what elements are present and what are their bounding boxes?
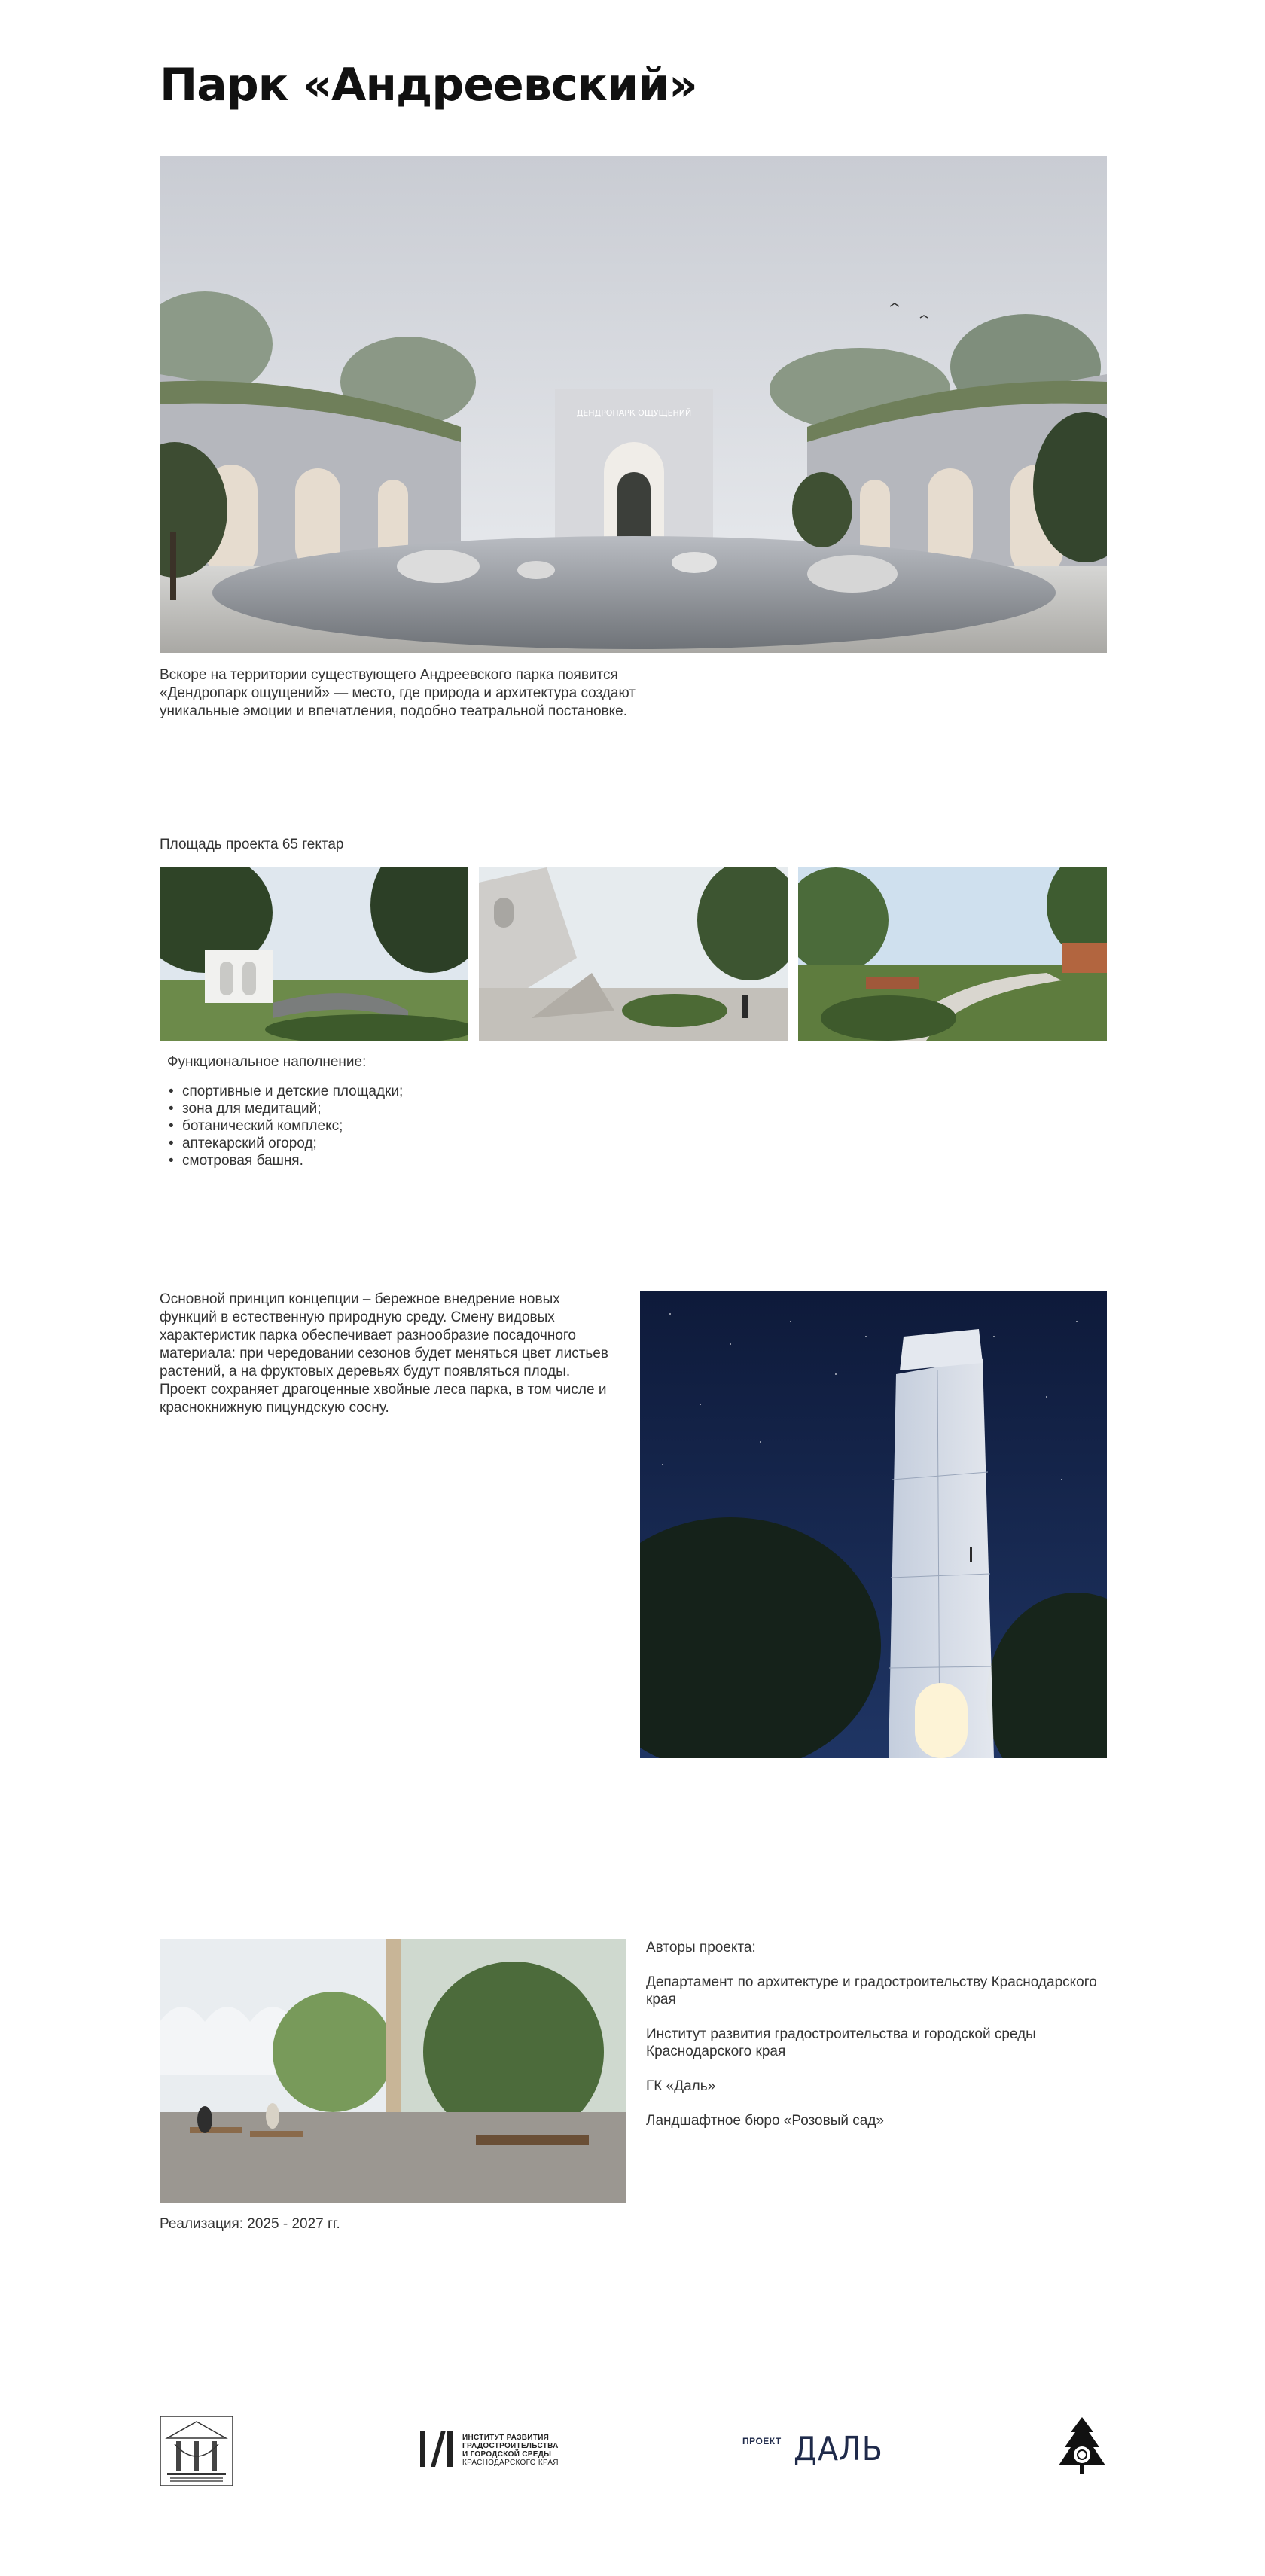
institute-line: ИНСТИТУТ РАЗВИТИЯ [462,2434,550,2442]
author-item: Департамент по архитектуре и градостроительству Краснодарского края [646,1974,1097,2007]
thumbnail-pavilion [160,867,468,1041]
list-item: • зона для медитаций; [167,1100,403,1117]
thumbnail-ruins [479,867,788,1041]
page-title: Парк «Андреевский» [160,59,697,111]
author-item: ГК «Даль» [646,2078,716,2094]
list-item: • ботанический комплекс; [167,1117,403,1135]
list-item: • аптекарский огород; [167,1135,403,1152]
concept-text: Основной принцип концепции – бережное внедрение новых функций в естественную природную среду. Смену видовых характеристик парка обеспечивает разнообразие посадочного материала: при чередовании сезонов будет меняться цвет листьев растений, а на фруктовых деревьях будут появляться плоды. Проект сохраняет драгоценные хвойные леса парка, в том числе и краснокнижную пицундскую сосну. [160,1291,608,1416]
functional-title: Функциональное наполнение: [167,1054,367,1070]
authors-title: Авторы проекта: [646,1940,756,1956]
project-area: Площадь проекта 65 гектар [160,837,344,852]
thumbnail-gallery [160,867,1107,1041]
dal-logo [742,2428,886,2466]
institute-line: ГРАДОСТРОИТЕЛЬСТВА [462,2442,559,2450]
author-item: Институт развития градостроительства и городской среды Краснодарского края [646,2026,1036,2059]
realization-dates: Реализация: 2025 - 2027 гг. [160,2216,340,2232]
hero-image [160,156,1107,653]
tower-image [640,1291,1107,1758]
hero-sign: ДЕНДРОПАРК ОЩУЩЕНИЙ [576,408,692,418]
author-item: Ландшафтное бюро «Розовый сад» [646,2113,884,2129]
intro-caption: Вскоре на территории существующего Андреевского парка появится «Дендропарк ощущений» — место, где природа и архитектура создают уникальные эмоции и впечатления, подобно театральной постановке. [160,667,636,719]
authors-block [646,1939,1113,2129]
dal-prefix: ПРОЕКТ [742,2436,782,2446]
rose-garden-logo [1056,2416,1108,2476]
institute-line: КРАСНОДАРСКОГО КРАЯ [462,2459,559,2467]
thumbnail-garden [798,867,1107,1041]
institute-line: И ГОРОДСКОЙ СРЕДЫ [462,2450,552,2459]
interior-image [160,1939,626,2203]
list-item: • спортивные и детские площадки; [167,1083,403,1100]
dal-name: ДАЛЬ [794,2430,883,2468]
list-item: • смотровая башня. [167,1152,403,1169]
institute-logo [417,2428,575,2473]
functional-list [167,1083,403,1169]
department-logo [160,2416,233,2486]
